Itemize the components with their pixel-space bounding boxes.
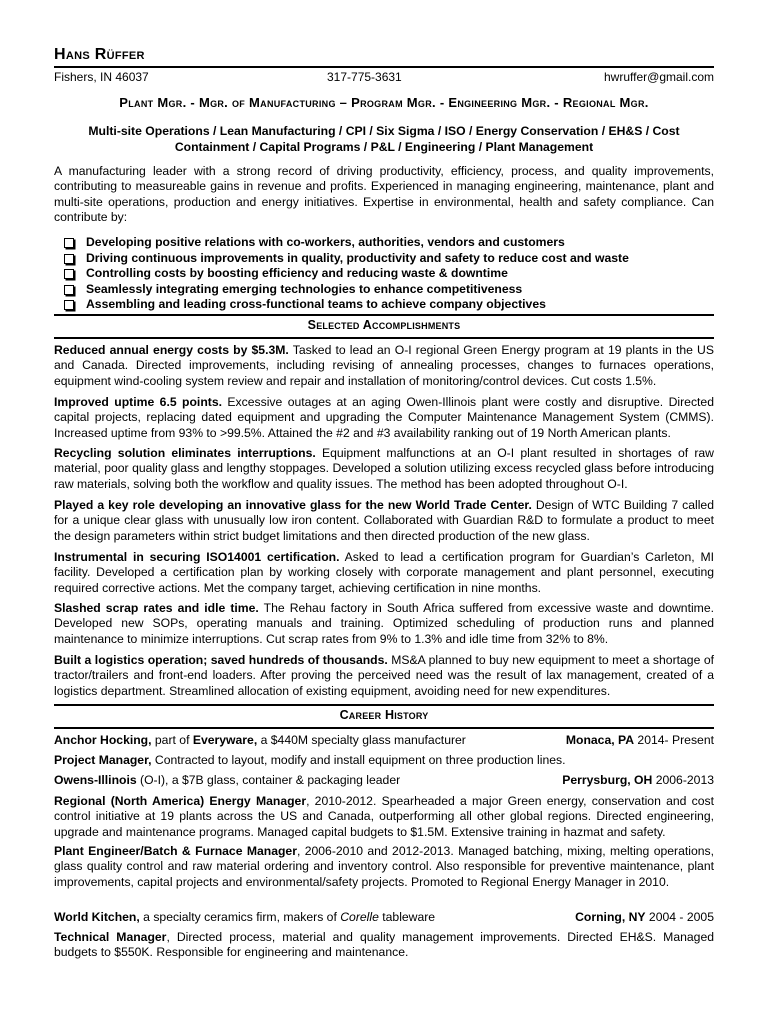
employer-line: Owens-Illinois (O-I), a $7B glass, container & packaging leader Perrysburg, OH 2006-2013: [54, 773, 714, 787]
summary-paragraph: A manufacturing leader with a strong record of driving productivity, efficiency, process, and quality improvements, contributing to measureable gains in revenue and profits. Experienced in managing engineering, maintenance, plant and multi-site operations, production and energy initiatives. Expertise in environmental, health and safety compliance. Can contribute by:: [54, 164, 714, 225]
target-titles: Plant Mgr. - Mgr. of Manufacturing – Program Mgr. - Engineering Mgr. - Regional Mgr.: [119, 95, 649, 110]
section-divider: [54, 337, 714, 339]
role-description: Regional (North America) Energy Manager, 2010-2012. Spearheaded a major Green energy, conservation and cost control initiative at 19 plants across the US and Canada, outperforming all other global regions. Directed engineering, upgrade and maintenance programs. Managed capital budgets to $1.5M. Extensive training in hazmat and safety.: [54, 794, 714, 839]
list-item: Assembling and leading cross-functional teams to achieve company objectives: [62, 297, 629, 313]
contact-location: Fishers, IN 46037: [54, 70, 149, 84]
accomplishment-item: Played a key role developing an innovative glass for the new World Trade Center. Design of WTC Building 7 called for a unique clear glass with unusually low iron content. Collaborated with Guardian R&D to formulate a product to meet the design parameters within strict budget limitations and then directed production of the new glass.: [54, 498, 714, 543]
section-divider: [54, 314, 714, 316]
strengths-list: [62, 235, 629, 313]
candidate-name: Hans Rüffer: [54, 46, 145, 63]
role-description: Project Manager, Contracted to layout, modify and install equipment on three production lines.: [54, 753, 566, 767]
accomplishment-item: Improved uptime 6.5 points. Excessive outages at an aging Owen-Illinois plant were costly and disruptive. Directed capital projects, replacing dated equipment and upgrading the Computer Maintenance Management System (CMMS). Increased uptime from 93% to >99.5%. Attained the #2 and #3 availability ranking out of 19 North American plants.: [54, 395, 714, 440]
contact-phone: 317-775-3631: [327, 70, 402, 84]
employer-location-dates: Monaca, PA 2014- Present: [565, 733, 714, 747]
accomplishment-item: Reduced annual energy costs by $5.3M. Tasked to lead an O-I regional Green Energy program at 19 plants in the US and Canada. Directed improvements, including revising of annealing processes, changes to furnaces operations, equipment wind-cooling system review and repair and installation of monitoring/control devices. Cut costs 1.5%.: [54, 343, 714, 388]
contact-email: hwruffer@gmail.com: [604, 70, 714, 84]
career-heading: Career History: [339, 708, 429, 722]
checkbox-bullet-icon: [64, 285, 74, 295]
accomplishments-heading: Selected Accomplishments: [307, 318, 461, 332]
section-divider: [54, 727, 714, 729]
section-divider: [54, 704, 714, 706]
list-item: Seamlessly integrating emerging technologies to enhance competitiveness: [62, 282, 629, 298]
header-divider: [54, 66, 714, 68]
keywords-line-2: Containment / Capital Programs / P&L / Engineering / Plant Management: [174, 140, 594, 154]
accomplishment-item: Built a logistics operation; saved hundreds of thousands. MS&A planned to buy new equipment to meet a shortage of tractor/trailers and front-end loaders. After proving the perceived need was the result of lax management, created of a logistics department. Streamlined allocation of existing equipment, avoiding need for new expenditures.: [54, 653, 714, 698]
role-description: Plant Engineer/Batch & Furnace Manager, 2006-2010 and 2012-2013. Managed batching, mixing, melting operations, glass quality control and raw material ordering and inventory control. Also responsible for preventive maintenance, plant improvements, capital projects and environmental/safety projects. Promoted to Regional Energy Manager in 2010.: [54, 844, 714, 889]
role-description: Technical Manager, Directed process, material and quality management improvements. Directed EH&S. Managed budgets to $550K. Responsible for engineering and maintenance.: [54, 930, 714, 960]
list-item: Controlling costs by boosting efficiency and reducing waste & downtime: [62, 266, 629, 282]
employer-line: World Kitchen, a specialty ceramics firm, makers of Corelle tableware Corning, NY 2004 - 2005: [54, 910, 714, 924]
accomplishment-item: Recycling solution eliminates interruptions. Equipment malfunctions at an O-I plant resulted in shortages of raw material, poor quality glass and lengthy stoppages. Developed a solution utilizing excess recycled glass before introducing raw materials, solving both the workflow and quality issues. The method has been adopted throughout O-I.: [54, 446, 714, 491]
accomplishment-item: Slashed scrap rates and idle time. The Rehau factory in South Africa suffered from excessive waste and downtime. Developed new SOPs, operating manuals and training. Optimized scheduling of production runs and planned maintenance to minimize interruptions. Cut scrap rates from 9% to 1.3% and idle time from 32% to 8%.: [54, 601, 714, 646]
checkbox-bullet-icon: [64, 300, 74, 310]
accomplishment-item: Instrumental in securing ISO14001 certification. Asked to lead a certification program for Guardian’s Carleton, MI facility. Developed a certification plan by working closely with corporate management and plant personnel, executing required corrective actions. Met the company target, achieving certification in nine months.: [54, 550, 714, 595]
employer-location-dates: Perrysburg, OH 2006-2013: [562, 773, 714, 787]
checkbox-bullet-icon: [64, 269, 74, 279]
list-item: Driving continuous improvements in quality, productivity and safety to reduce cost and waste: [62, 251, 629, 267]
keywords: [54, 123, 714, 155]
keywords-line-1: Multi-site Operations / Lean Manufacturing / CPI / Six Sigma / ISO / Energy Conservation / EH&S / Cost: [88, 124, 680, 138]
checkbox-bullet-icon: [64, 238, 74, 248]
checkbox-bullet-icon: [64, 254, 74, 264]
employer-location-dates: Corning, NY 2004 - 2005: [575, 910, 714, 924]
employer-line: Anchor Hocking, part of Everyware, a $440M specialty glass manufacturer Monaca, PA 2014- Present: [54, 733, 714, 747]
list-item: Developing positive relations with co-workers, authorities, vendors and customers: [62, 235, 629, 251]
